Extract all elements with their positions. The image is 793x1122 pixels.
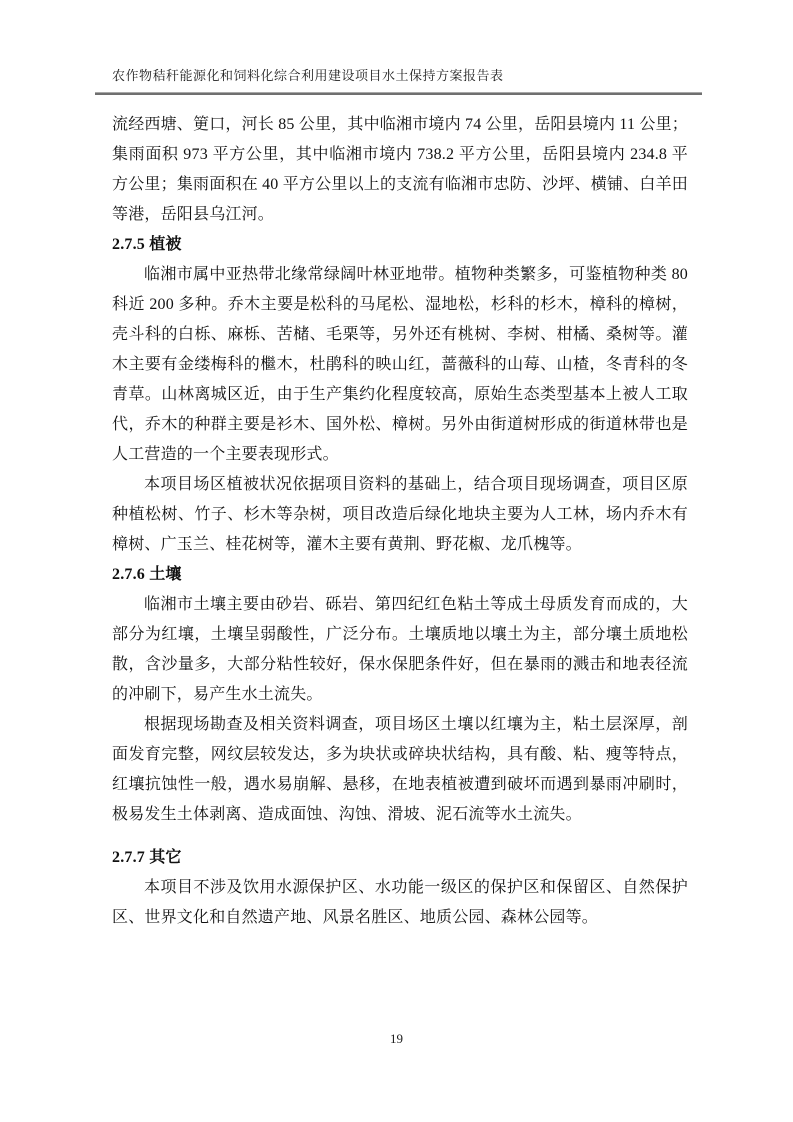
body-paragraph-protected-areas: 本项目不涉及饮用水源保护区、水功能一级区的保护区和保留区、自然保护区、世界文化和自然遗产地、风景名胜区、地质公园、森林公园等。 bbox=[112, 879, 688, 926]
page-header-title: 农作物秸秆能源化和饲料化综合利用建设项目水土保持方案报告表 bbox=[112, 68, 504, 83]
body-paragraph-vegetation-overview: 临湘市属中亚热带北缘常绿阔叶林亚地带。植物种类繁多，可鉴植物种类 80 科近 200 多种。乔木主要是松科的马尾松、湿地松，杉科的杉木，樟科的樟树，壳斗科的白栎、麻栎、苦槠、毛栗等，另外还有桃树、李树、柑橘、桑树等。灌木主要有金缕梅科的檵木，杜鹃科的映山红，蔷薇科的山莓、山楂，冬青科的冬青草。山林离城区近，由于生产集约化程度较高，原始生态类型基本上被人工取代，乔木的种群主要是衫木、国外松、樟树。另外由街道树形成的街道林带也是人工营造的一个主要表现形式。 bbox=[112, 266, 688, 463]
body-paragraph-river: 流经西塘、筻口，河长 85 公里，其中临湘市境内 74 公里，岳阳县境内 11 公里；集雨面积 973 平方公里，其中临湘市境内 738.2 平方公里，岳阳县境内 234.8 平方公里；集雨面积在 40 平方公里以上的支流有临湘市忠防、沙坪、横铺、白羊田等港，岳阳县乌江河。 bbox=[112, 116, 689, 223]
section-heading-2-7-7-other: 2.7.7 其它 bbox=[112, 849, 182, 866]
body-paragraph-site-soil: 根据现场勘查及相关资料调查，项目场区土壤以红壤为主，粘土层深厚，剖面发育完整，网纹层较发达，多为块状或碎块状结构，具有酸、粘、瘦等特点，红壤抗蚀性一般，遇水易崩解、悬移，在地表植被遭到破坏而遇到暴雨冲刷时，极易发生土体剥离、造成面蚀、沟蚀、滑坡、泥石流等水土流失。 bbox=[112, 716, 688, 823]
body-paragraph-soil-overview: 临湘市土壤主要由砂岩、砾岩、第四纪红色粘土等成土母质发育而成的，大部分为红壤，土壤呈弱酸性，广泛分布。土壤质地以壤土为主，部分壤土质地松散，含沙量多，大部分粘性较好，保水保肥条件好，但在暴雨的溅击和地表径流的冲刷下，易产生水土流失。 bbox=[112, 596, 688, 703]
body-paragraph-site-vegetation: 本项目场区植被状况依据项目资料的基础上，结合项目现场调查，项目区原种植松树、竹子、杉木等杂树，项目改造后绿化地块主要为人工林，场内乔木有樟树、广玉兰、桂花树等，灌木主要有黄荆、野花椒、龙爪槐等。 bbox=[112, 476, 688, 553]
page-number: 19 bbox=[390, 1031, 403, 1046]
document-body bbox=[112, 110, 688, 933]
section-heading-2-7-5-vegetation: 2.7.5 植被 bbox=[112, 236, 182, 253]
section-heading-2-7-6-soil: 2.7.6 土壤 bbox=[112, 566, 182, 583]
header-divider-line bbox=[95, 92, 702, 95]
